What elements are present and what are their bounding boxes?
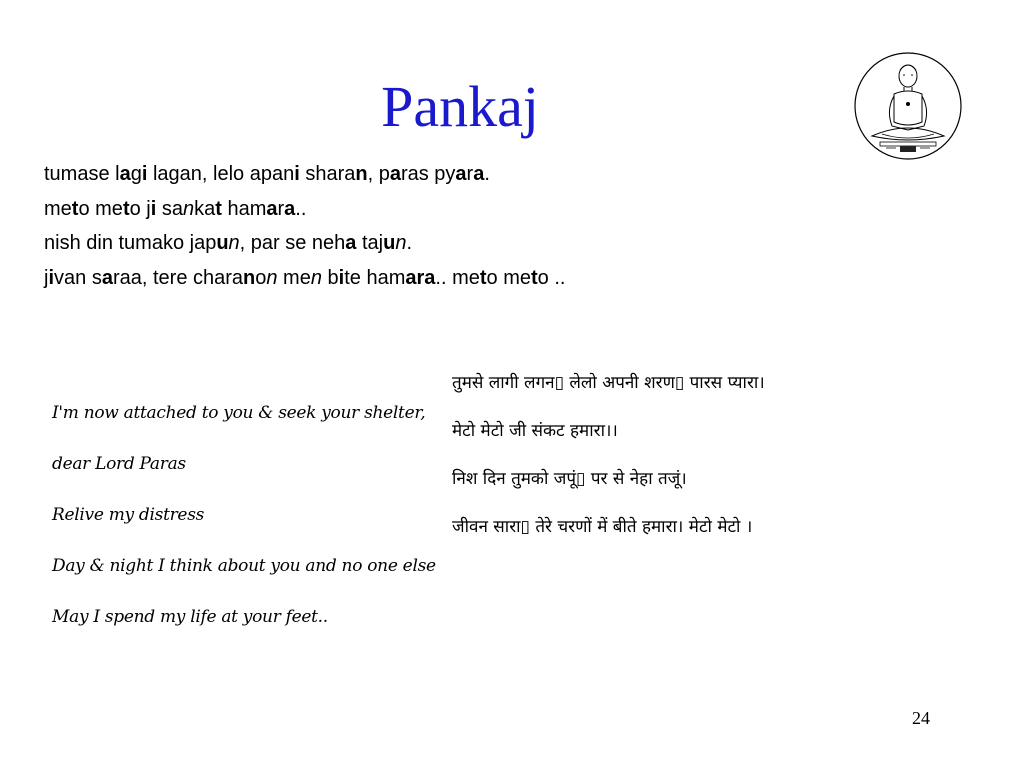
lyric-segment: n bbox=[228, 232, 240, 254]
lyric-segment: ham bbox=[221, 197, 267, 220]
english-translation bbox=[52, 398, 436, 653]
lyric-segment: t bbox=[122, 197, 130, 220]
lyric-segment: b bbox=[321, 266, 339, 289]
lyric-segment: van s bbox=[54, 266, 102, 289]
page-number: 24 bbox=[912, 708, 930, 728]
lyric-segment: , p bbox=[367, 163, 390, 185]
lyric-segment: r bbox=[277, 197, 285, 220]
lyric-segment: o bbox=[255, 266, 267, 289]
lyric-line bbox=[44, 231, 565, 255]
lyric-segment: ka bbox=[194, 197, 216, 220]
lyric-segment: shara bbox=[299, 163, 356, 185]
lyric-segment: lagan, lelo apan bbox=[147, 163, 295, 185]
lyric-segment: ras py bbox=[400, 163, 456, 185]
lyric-segment: me bbox=[277, 266, 311, 289]
translation-line: dear Lord Paras bbox=[52, 454, 186, 474]
lyric-segment: a bbox=[455, 163, 467, 185]
lyric-segment: , par se neh bbox=[239, 232, 346, 254]
lyric-segment: o .. bbox=[537, 266, 566, 289]
lyric-segment: a bbox=[119, 163, 131, 185]
lyric-segment: o me bbox=[78, 197, 123, 220]
hindi-line: तुमसे लागी लगन▯ लेलो अपनी शरण▯ पारस प्यारा। bbox=[452, 373, 765, 393]
lyric-segment: r bbox=[466, 163, 474, 185]
lyric-segment: i bbox=[141, 163, 148, 185]
lyric-line bbox=[44, 197, 565, 221]
lyric-segment: n bbox=[395, 232, 407, 254]
lyric-segment: a bbox=[389, 163, 401, 185]
lyric-segment: i bbox=[294, 163, 300, 185]
lyric-segment: sa bbox=[156, 197, 183, 220]
lyric-segment: t bbox=[531, 266, 538, 289]
slide-title: Pankaj bbox=[381, 74, 539, 139]
lyric-segment: .. bbox=[295, 197, 307, 220]
lyric-segment: j bbox=[44, 266, 49, 289]
translation-line: Relive my distress bbox=[52, 505, 205, 525]
lyric-line bbox=[44, 162, 565, 186]
hindi-line: मेटो मेटो जी संकट हमारा।। bbox=[452, 421, 618, 441]
lyric-segment: a bbox=[473, 163, 485, 185]
lyric-segment: g bbox=[130, 163, 142, 185]
lyric-segment: u bbox=[383, 232, 396, 254]
lyric-segment: u bbox=[216, 232, 229, 254]
translation-line: I'm now attached to you & seek your shelter, bbox=[52, 403, 426, 423]
lyric-segment: n bbox=[243, 266, 256, 289]
lyric-segment: . bbox=[484, 163, 490, 185]
lyric-segment: t bbox=[71, 197, 79, 220]
meditating-figure-logo bbox=[852, 50, 964, 162]
lyric-segment: o me bbox=[486, 266, 531, 289]
lyric-segment: me bbox=[44, 197, 72, 220]
lyric-segment: a bbox=[284, 197, 296, 220]
lyric-segment: a bbox=[101, 266, 113, 289]
hindi-line: निश दिन तुमको जपूं▯ पर से नेहा तजूं। bbox=[452, 469, 687, 489]
lyric-segment: tumase l bbox=[44, 163, 120, 185]
lyric-segment: raa, tere chara bbox=[112, 266, 244, 289]
lyric-segment: a bbox=[266, 197, 278, 220]
lyric-segment: o j bbox=[129, 197, 151, 220]
lyric-segment: n bbox=[182, 197, 195, 220]
lyric-segment: .. me bbox=[435, 266, 480, 289]
lyric-segment: ara bbox=[405, 266, 436, 289]
meditating-figure-icon bbox=[852, 50, 964, 162]
lyrics-block bbox=[44, 162, 565, 300]
lyric-segment: a bbox=[345, 232, 357, 254]
hindi-line: जीवन सारा▯ तेरे चरणों में बीते हमारा। मेटो मेटो । bbox=[452, 517, 753, 537]
lyric-segment: i bbox=[150, 197, 157, 220]
lyric-segment: i bbox=[48, 266, 55, 289]
lyric-segment: . bbox=[406, 232, 413, 254]
lyric-segment: n bbox=[266, 266, 278, 289]
translation-line: May I spend my life at your feet.. bbox=[52, 607, 328, 627]
lyric-segment: n bbox=[355, 163, 368, 185]
lyric-segment: n bbox=[310, 266, 322, 289]
translation-line: Day & night I think about you and no one else bbox=[52, 556, 436, 576]
lyric-segment: i bbox=[338, 266, 345, 289]
lyric-segment: te ham bbox=[344, 266, 406, 289]
lyric-segment: taj bbox=[356, 232, 384, 254]
lyric-segment: t bbox=[215, 197, 222, 220]
lyric-line bbox=[44, 266, 565, 290]
lyric-segment: nish din tumako jap bbox=[44, 232, 217, 254]
lyric-segment: t bbox=[479, 266, 487, 289]
hindi-lyrics bbox=[452, 368, 765, 560]
